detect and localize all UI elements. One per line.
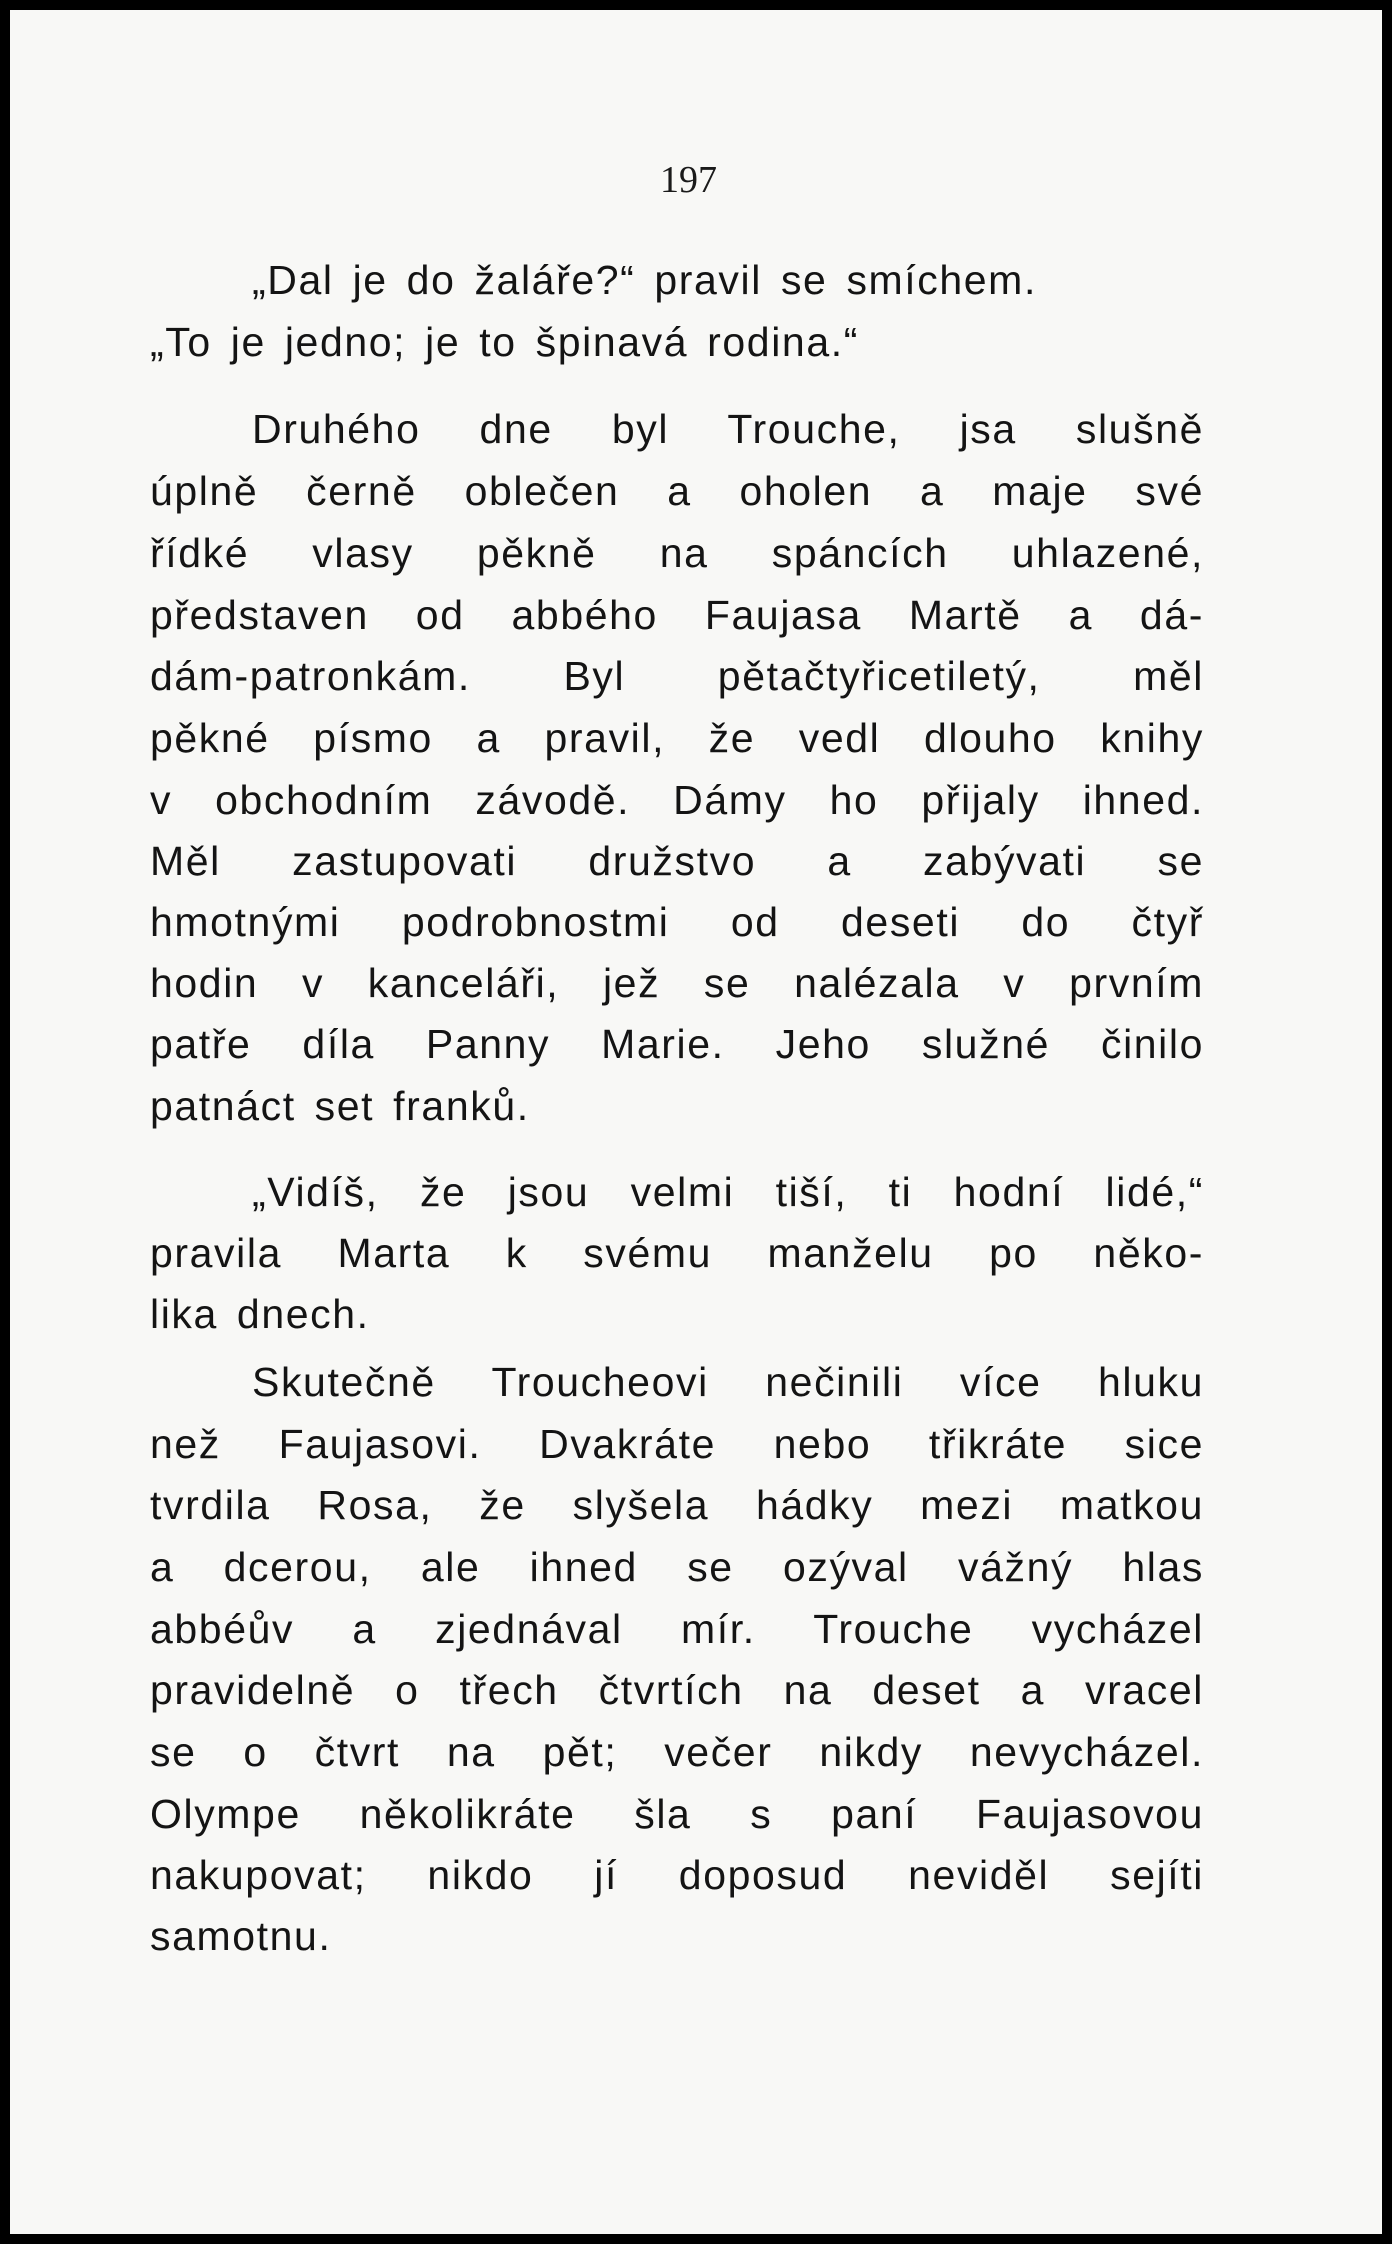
text-line: se o čtvrt na pět; večer nikdy nevycházel. (150, 1729, 1204, 1775)
text-line: patře díla Panny Marie. Jeho služné činilo (150, 1021, 1204, 1067)
text-line: „Vidíš, že jsou velmi tiší, ti hodní lidé,“ (252, 1169, 1204, 1215)
text-line: než Faujasovi. Dvakráte nebo třikráte sice (150, 1421, 1204, 1467)
text-line: pravidelně o třech čtvrtích na deset a vracel (150, 1667, 1204, 1713)
text-line: patnáct set franků. (150, 1083, 530, 1129)
text-line: nakupovat; nikdo jí doposud neviděl sejíti (150, 1852, 1204, 1898)
text-line: Měl zastupovati družstvo a zabývati se (150, 838, 1204, 884)
text-line: hodin v kanceláři, jež se nalézala v prvním (150, 960, 1204, 1006)
book-page (10, 10, 1382, 2234)
text-line: řídké vlasy pěkně na spáncích uhlazené, (150, 530, 1204, 576)
text-line: pravila Marta k svému manželu po něko- (150, 1230, 1204, 1276)
text-line: v obchodním závodě. Dámy ho přijaly ihned. (150, 777, 1204, 823)
text-line: lika dnech. (150, 1291, 370, 1337)
page-number: 197 (660, 159, 717, 201)
text-line: představen od abbého Faujasa Martě a dá- (150, 592, 1204, 638)
text-line: pěkné písmo a pravil, že vedl dlouho knihy (150, 715, 1204, 761)
text-line: hmotnými podrobnostmi od deseti do čtyř (150, 899, 1204, 945)
text-line: Olympe několikráte šla s paní Faujasovou (150, 1791, 1204, 1837)
text-line: a dcerou, ale ihned se ozýval vážný hlas (150, 1544, 1204, 1590)
text-line: abbéův a zjednával mír. Trouche vycházel (150, 1606, 1204, 1652)
text-line: samotnu. (150, 1913, 332, 1959)
text-line: Druhého dne byl Trouche, jsa slušně (252, 406, 1204, 452)
text-line: tvrdila Rosa, že slyšela hádky mezi matkou (150, 1482, 1204, 1528)
text-line: úplně černě oblečen a oholen a maje své (150, 468, 1204, 514)
text-line: Skutečně Troucheovi nečinili více hluku (252, 1359, 1204, 1405)
text-line: „To je jedno; je to špinavá rodina.“ (150, 319, 859, 365)
text-line: dám-patronkám. Byl pětačtyřicetiletý, měl (150, 653, 1204, 699)
text-line: „Dal je do žaláře?“ pravil se smíchem. (252, 257, 1037, 303)
